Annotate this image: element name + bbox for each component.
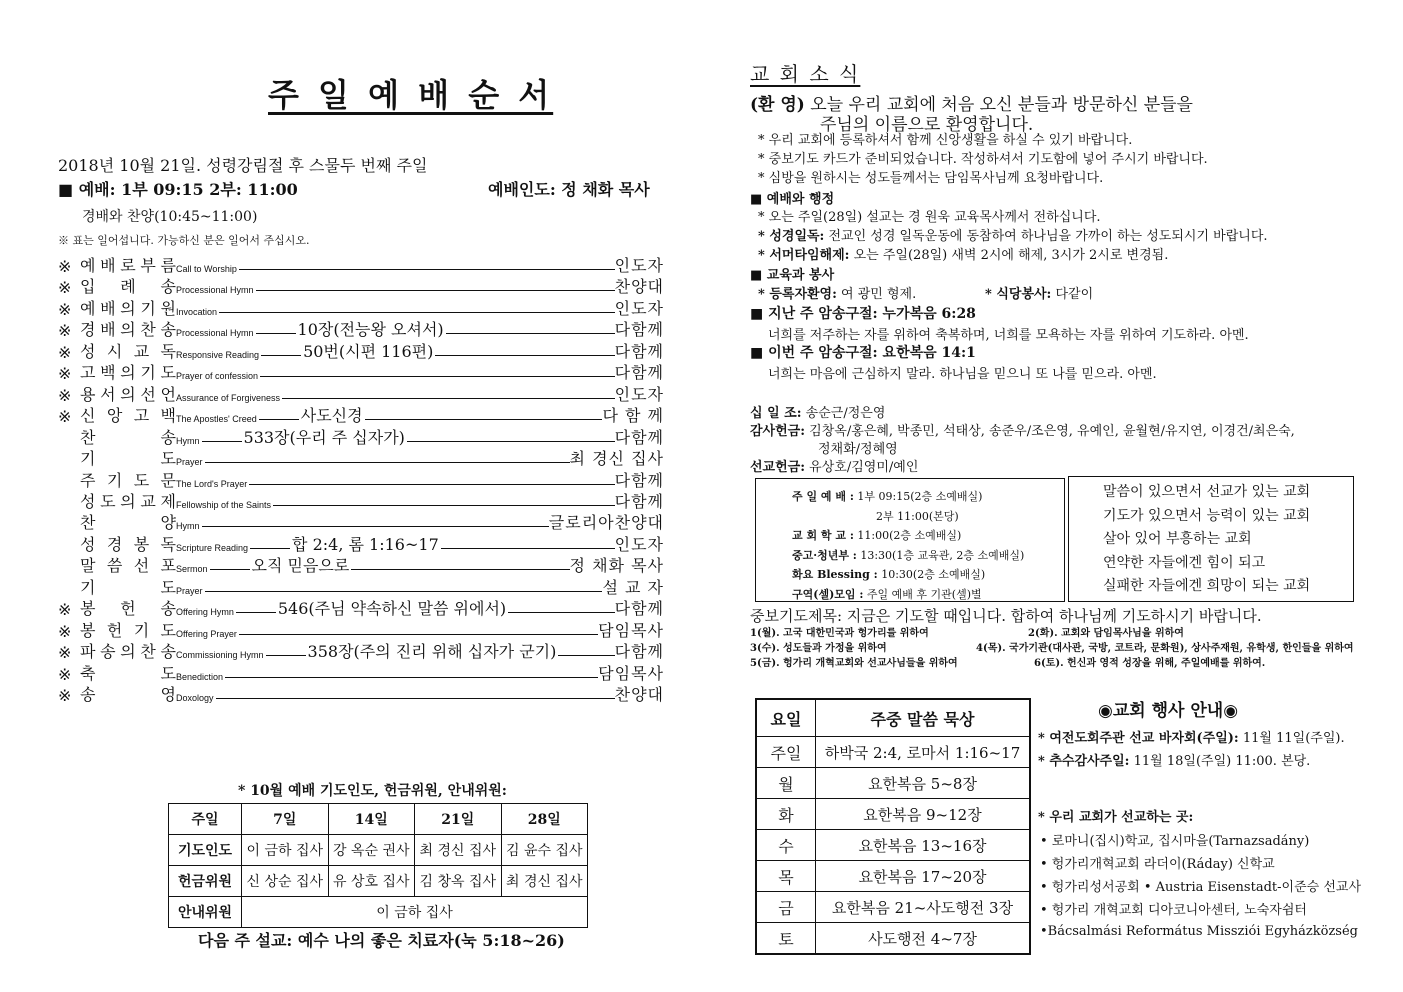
- duty-cell: 유 상호 집사: [328, 866, 415, 897]
- order-person: 인도자: [614, 256, 664, 275]
- order-row: [58, 255, 664, 276]
- order-english: Prayer: [176, 457, 203, 468]
- order-row: [58, 319, 664, 340]
- meditation-day: 주일: [756, 737, 816, 768]
- mission-offering: [750, 456, 918, 475]
- schedule-value: 11:00(2층 소예배실): [853, 529, 962, 542]
- duty-cell: 이 금하 집사: [242, 835, 329, 866]
- duty-cell: 김 윤수 집사: [501, 835, 588, 866]
- order-name: 예 배 의 기 원: [80, 298, 176, 318]
- mission-item: • 헝가리 개혁교회 디아코니아센터, 노숙자쉼터: [1040, 903, 1307, 918]
- usher-value: 이 금하 집사: [242, 897, 588, 928]
- order-english: Doxology: [176, 693, 214, 703]
- order-person: 찬양대: [614, 685, 664, 704]
- order-english: Responsive Reading: [176, 349, 260, 360]
- order-english: Prayer of confession: [176, 371, 259, 382]
- schedule-value: 1부 09:15(2층 소예배실): [853, 490, 983, 503]
- order-person: 다 함 께: [602, 406, 664, 426]
- duty-title: * 10월 예배 기도인도, 헌금위원, 안내위원:: [238, 783, 507, 799]
- events-title: ◉교회 행사 안내◉: [1098, 701, 1239, 721]
- order-english: Assurance of Forgiveness: [176, 392, 281, 403]
- meditation-day: 화: [756, 799, 816, 830]
- order-detail: 오직 믿음으로: [251, 556, 350, 576]
- order-name: 기 도: [80, 449, 176, 469]
- duty-row: [169, 835, 588, 866]
- order-detail: 사도신경: [300, 406, 363, 426]
- event-label: * 여전도회주관 선교 바자회(주일):: [1038, 731, 1239, 746]
- usher-label: 안내위원: [169, 897, 242, 928]
- motto-line: 실패한 자들에겐 희망이 되는 교회: [1103, 578, 1311, 594]
- meal-text: 다같이: [1051, 287, 1094, 302]
- duty-header-row: [169, 804, 588, 835]
- thanks-text: 김창옥/홍은혜, 박종민, 석태상, 송준우/조은영, 유예인, 윤월현/유지연, 이경건/최은숙,: [805, 424, 1295, 439]
- dst-text: 오는 주일(28일) 새벽 2시에 해제, 3시가 2시로 변경됨.: [849, 248, 1169, 263]
- order-detail: 10장(전능왕 오셔서): [297, 320, 444, 340]
- meditation-text: 요한복음 9~12장: [816, 799, 1031, 830]
- last-verse-text: 너희를 저주하는 자를 위하여 축복하며, 너희를 모욕하는 자를 위하여 기도하라. 아멘.: [768, 328, 1249, 343]
- mission-item: • 헝가리성서공회 • Austria Eisenstadt-이준승 선교사: [1040, 880, 1361, 895]
- welcome-text-2: 주님의 이름으로 환영합니다.: [820, 115, 1034, 135]
- mission-item: •Bácsalmási Református Missziói Egyházközség: [1040, 924, 1358, 939]
- prayer-item: 1(월). 고국 대한민국과 헝가리를 위하여: [750, 628, 929, 639]
- motto-line: 살아 있어 부흥하는 교회: [1103, 531, 1252, 547]
- last-verse: [750, 303, 976, 323]
- order-english: Invocation: [176, 306, 218, 317]
- meditation-row: [756, 830, 1030, 861]
- meditation-text: 요한복음 17~20장: [816, 861, 1031, 892]
- meditation-row: [756, 861, 1030, 892]
- meal-label: * 식당봉사:: [985, 287, 1052, 302]
- stand-note: ※ 표는 일어섭니다. 가능하신 분은 일어서 주십시오.: [58, 234, 310, 247]
- order-row: [58, 362, 664, 383]
- leader-line: [256, 290, 615, 291]
- order-person: 담임목사: [598, 663, 664, 683]
- this-verse-label: ■ 이번 주 암송구절:: [750, 345, 878, 361]
- leader-line: [205, 462, 570, 463]
- registration-label: * 등록자환영:: [758, 287, 837, 302]
- mission-item: • 로마니(집시)학교, 집시마을(Tarnazsadány): [1040, 834, 1310, 849]
- order-name: 말 씀 선 포: [80, 556, 176, 576]
- order-row: [58, 555, 664, 576]
- order-detail: 50번(시편 116편): [303, 341, 434, 361]
- education-heading: ■ 교육과 봉사: [750, 268, 835, 283]
- duty-label: 기도인도: [169, 835, 242, 866]
- duty-cell: 최 경신 집사: [415, 835, 502, 866]
- news-title: 교 회 소 식: [750, 62, 861, 86]
- duty-cell: 강 옥순 권사: [328, 835, 415, 866]
- order-english: Offering Hymn: [176, 607, 234, 618]
- prayer-item: 6(토). 헌신과 영적 성장을 위해, 주일예배를 위하여.: [1034, 658, 1266, 669]
- meditation-row: [756, 923, 1030, 955]
- meditation-header-cell: 요일: [756, 699, 816, 737]
- order-row: [58, 620, 664, 641]
- motto-line: 말씀이 있으면서 선교가 있는 교회: [1103, 484, 1311, 500]
- duty-row: [169, 897, 588, 928]
- motto-line: 기도가 있으면서 능력이 있는 교회: [1103, 507, 1311, 524]
- order-english: Processional Hymn: [176, 328, 254, 339]
- order-name: 파 송 의 찬 송: [80, 642, 176, 662]
- meditation-header-row: [756, 699, 1030, 737]
- event-label: * 추수감사주일:: [1038, 754, 1130, 769]
- motto-box: [1068, 476, 1354, 602]
- order-name: 입 례 송: [80, 277, 176, 297]
- stand-mark: ※: [58, 385, 72, 405]
- order-name: 찬 송: [80, 427, 176, 447]
- schedule-item: [792, 526, 1024, 546]
- order-english: Hymn: [176, 521, 200, 532]
- order-row: [58, 512, 664, 533]
- order-name: 성 경 봉 독: [80, 534, 176, 554]
- order-person: 다함께: [614, 599, 664, 619]
- order-row: [58, 577, 664, 598]
- order-row: [58, 384, 664, 405]
- thanks-text-2: 정채화/정혜영: [818, 442, 898, 457]
- meal-note: [985, 283, 1093, 302]
- meditation-text: 하박국 2:4, 로마서 1:16~17: [816, 737, 1031, 768]
- leader-line: [256, 333, 296, 334]
- duty-header-cell: 28일: [501, 804, 588, 835]
- leader-line: [259, 419, 299, 420]
- order-english: Benediction: [176, 671, 224, 682]
- schedule-label: 교 회 학 교 :: [792, 529, 854, 542]
- order-person: 다함께: [614, 341, 664, 361]
- duty-table: [168, 803, 588, 928]
- order-row: [58, 427, 664, 448]
- prayer-item: 4(목). 국가기관(대사관, 국방, 코트라, 문화원), 상사주재원, 유학생, 한인들을 위하여: [976, 643, 1354, 654]
- meditation-row: [756, 892, 1030, 923]
- leader-line: [446, 333, 615, 334]
- stand-mark: ※: [58, 643, 72, 663]
- order-name: 용 서 의 선 언: [80, 384, 176, 404]
- prayer-item: 5(금). 헝가리 개혁교회와 선교사님들을 위하여: [750, 658, 958, 669]
- meditation-day: 목: [756, 861, 816, 892]
- praise-time: 경배와 찬양(10:45~11:00): [82, 209, 258, 225]
- prayer-item: 2(화). 교회와 담임목사님을 위하여: [1028, 628, 1184, 639]
- duty-cell: 신 상순 집사: [242, 866, 329, 897]
- stand-mark: ※: [58, 257, 72, 276]
- next-sermon: 다음 주 설교: 예수 나의 좋은 치료자(눅 5:18~26): [198, 931, 565, 950]
- order-person: 다함께: [614, 470, 664, 490]
- order-row: [58, 491, 664, 512]
- welcome-text: 오늘 우리 교회에 처음 오신 분들과 방문하신 분들을: [810, 95, 1193, 115]
- order-row: [58, 534, 664, 555]
- leader-line: [239, 634, 598, 635]
- tithe-text: 송순근/정은영: [801, 406, 886, 421]
- service-date: 2018년 10월 21일. 성령강림절 후 스물두 번째 주일: [58, 156, 428, 175]
- tithe: [750, 402, 885, 421]
- order-english: Sermon: [176, 564, 208, 575]
- order-person: 다함께: [614, 320, 664, 340]
- order-name: 성 도 의 교 제: [80, 491, 176, 511]
- duty-header-cell: 주일: [169, 804, 242, 835]
- order-name: 경 배 의 찬 송: [80, 320, 176, 340]
- leader-line: [250, 548, 290, 549]
- order-person: 다함께: [614, 642, 664, 662]
- leader-line: [219, 312, 615, 313]
- stand-mark: ※: [58, 321, 72, 341]
- leader-line: [273, 505, 615, 506]
- order-name: 예 배 로 부 름: [80, 256, 176, 275]
- order-detail: 546(주님 약속하신 말씀 위에서): [277, 599, 507, 619]
- dst-note: [758, 244, 1168, 263]
- meditation-row: [756, 768, 1030, 799]
- schedule-value: 13:30(1층 교육관, 2층 소예배실): [856, 548, 1025, 562]
- leader-line: [216, 698, 615, 699]
- last-verse-ref: 누가복음 6:28: [877, 306, 976, 322]
- stand-mark: ※: [58, 621, 72, 641]
- leader-line: [261, 355, 301, 356]
- leader-line: [441, 548, 615, 549]
- leader-line: [282, 398, 615, 399]
- meditation-text: 요한복음 13~16장: [816, 830, 1031, 861]
- meditation-row: [756, 737, 1030, 768]
- note-item: * 중보기도 카드가 준비되었습니다. 작성하셔서 기도함에 넣어 주시기 바랍니다.: [758, 152, 1208, 167]
- schedule-value: 10:30(2층 소예배실): [877, 568, 986, 581]
- stand-mark: ※: [58, 407, 72, 427]
- order-name: 성 시 교 독: [80, 341, 176, 361]
- stand-mark: ※: [58, 342, 72, 362]
- order-row: [58, 470, 664, 491]
- order-english: Commissioning Hymn: [176, 650, 264, 661]
- order-person: 인도자: [614, 534, 664, 554]
- order-person: 인도자: [614, 384, 664, 404]
- schedule-label: 주 일 예 배 :: [792, 490, 854, 503]
- order-english: The Apostles' Creed: [176, 414, 257, 425]
- order-name: 봉 헌 송: [80, 599, 176, 619]
- schedule-label: 화요 Blessing :: [792, 568, 878, 581]
- order-person: 글로리아찬양대: [548, 513, 664, 533]
- event-text: 11월 11일(주일).: [1238, 731, 1345, 746]
- welcome-label: (환 영): [750, 95, 805, 115]
- meditation-table: [755, 698, 1031, 955]
- schedule-box: [755, 478, 1065, 602]
- event-text: 11월 18일(주일) 11:00. 본당.: [1129, 754, 1311, 769]
- order-english: Processional Hymn: [176, 285, 254, 296]
- leader-line: [236, 612, 276, 613]
- mission-text: 유상호/김영미/예인: [805, 460, 919, 475]
- order-person: 정 채화 목사: [569, 556, 664, 576]
- order-detail: 533장(우리 주 십자가): [243, 427, 405, 447]
- order-row: [58, 684, 664, 705]
- order-english: Hymn: [176, 435, 200, 446]
- order-name: 축 도: [80, 663, 176, 683]
- dst-label: * 서머타임해제:: [758, 248, 850, 263]
- prayer-row: [750, 641, 1370, 656]
- order-person: 인도자: [614, 298, 664, 318]
- schedule-item: [792, 585, 1024, 605]
- meditation-day: 월: [756, 768, 816, 799]
- schedule-label: 중고·청년부 :: [792, 548, 857, 562]
- duty-header-cell: 14일: [328, 804, 415, 835]
- order-detail: 합 2:4, 롬 1:16~17: [292, 534, 439, 554]
- order-person: 담임목사: [598, 620, 664, 640]
- leader-line: [558, 655, 614, 656]
- order-person: 다함께: [614, 491, 664, 511]
- duty-cell: 최 경신 집사: [501, 866, 588, 897]
- leader-line: [508, 612, 614, 613]
- leader-line: [225, 677, 598, 678]
- order-english: Call to Worship: [176, 264, 237, 274]
- order-name: 봉 헌 기 도: [80, 620, 176, 640]
- this-verse-ref: 요한복음 14:1: [877, 345, 976, 361]
- worship-admin-heading: ■ 예배와 행정: [750, 192, 835, 207]
- order-english: Offering Prayer: [176, 628, 237, 639]
- meditation-day: 토: [756, 923, 816, 955]
- leader-line: [249, 484, 614, 485]
- schedule-value: 2부 11:00(본당): [876, 509, 959, 523]
- tithe-label: 십 일 조:: [750, 406, 802, 421]
- leader-line: [205, 591, 603, 592]
- order-person: 최 경신 집사: [569, 449, 664, 469]
- mission-item: • 헝가리개혁교회 라더이(Ráday) 신학교: [1040, 857, 1275, 872]
- duty-cell: 김 창옥 집사: [415, 866, 502, 897]
- leader-line: [266, 655, 306, 656]
- worship-note: * 오는 주일(28일) 설교는 경 원욱 교육목사께서 전하십니다.: [758, 210, 1101, 225]
- stand-mark: ※: [58, 600, 72, 620]
- duty-label: 헌금위원: [169, 866, 242, 897]
- schedule-item: [792, 487, 1024, 507]
- order-person: 다함께: [614, 427, 664, 447]
- order-english: Prayer: [176, 585, 203, 596]
- thanks-label: 감사헌금:: [750, 424, 806, 439]
- order-english: The Lord's Prayer: [176, 478, 248, 489]
- leader-line: [435, 355, 614, 356]
- registration-note: [758, 283, 916, 302]
- stand-mark: ※: [58, 664, 72, 684]
- last-verse-label: ■ 지난 주 암송구절:: [750, 306, 878, 322]
- order-person: 다함께: [614, 363, 664, 383]
- leader-line: [407, 441, 615, 442]
- prayer-row: [750, 626, 1370, 641]
- meditation-header-cell: 주중 말씀 묵상: [816, 699, 1031, 737]
- order-name: 찬 양: [80, 513, 176, 533]
- leader-line: [239, 269, 615, 270]
- order-name: 신 앙 고 백: [80, 406, 176, 426]
- stand-mark: ※: [58, 299, 72, 319]
- order-name: 기 도: [80, 577, 176, 597]
- order-row: [58, 405, 664, 426]
- note-item: * 심방을 원하시는 성도들께서는 담임목사님께 요청바랍니다.: [758, 171, 1104, 186]
- order-person: 설 교 자: [602, 577, 664, 597]
- meditation-text: 요한복음 5~8장: [816, 768, 1031, 799]
- order-name: 주 기 도 문: [80, 470, 176, 490]
- order-detail: 358장(주의 진리 위해 십자가 군기): [307, 642, 557, 662]
- meditation-text: 요한복음 21~사도행전 3장: [816, 892, 1031, 923]
- duty-header-cell: 21일: [415, 804, 502, 835]
- leader-line: [351, 569, 569, 570]
- stand-mark: ※: [58, 686, 72, 705]
- motto-line: 연약한 자들에겐 힘이 되고: [1103, 554, 1266, 571]
- meditation-row: [756, 799, 1030, 830]
- event-item: [1038, 750, 1310, 769]
- schedule-item: [792, 507, 1024, 527]
- bible-reading-note: [758, 225, 1268, 244]
- prayer-title: 중보기도제목: 지금은 기도할 때입니다. 합하여 하나님께 기도하시기 바랍니다.: [750, 607, 1262, 625]
- service-times: ■ 예배: 1부 09:15 2부: 11:00: [58, 180, 298, 199]
- order-name: 고 백 의 기 도: [80, 363, 176, 383]
- meditation-day: 금: [756, 892, 816, 923]
- leader-line: [202, 441, 242, 442]
- order-row: [58, 641, 664, 662]
- duty-row: [169, 866, 588, 897]
- order-english: Fellowship of the Saints: [176, 499, 272, 510]
- order-row: [58, 448, 664, 469]
- mission-label: 선교헌금:: [750, 460, 806, 475]
- order-row: [58, 298, 664, 319]
- duty-header-cell: 7일: [242, 804, 329, 835]
- stand-mark: ※: [58, 364, 72, 384]
- prayer-item: 3(수). 성도들과 가정을 위하여: [750, 643, 887, 654]
- schedule-label: 구역(셀)모임 :: [792, 587, 864, 601]
- note-item: * 우리 교회에 등록하셔서 함께 신앙생활을 하실 수 있기 바랍니다.: [758, 133, 1133, 148]
- page-title: 주 일 예 배 순 서: [268, 76, 554, 114]
- schedule-value: 주일 예배 후 기관(셀)별: [863, 587, 982, 601]
- meditation-text: 사도행전 4~7장: [816, 923, 1031, 955]
- thanks-offering: [750, 420, 1295, 439]
- stand-mark: ※: [58, 278, 72, 298]
- leader-line: [202, 526, 549, 527]
- leader-line: [210, 569, 250, 570]
- order-row: [58, 276, 664, 297]
- order-name: 송 영: [80, 685, 176, 704]
- order-row: [58, 663, 664, 684]
- worship-leader: 예배인도: 정 채화 목사: [488, 180, 650, 199]
- event-item: [1038, 727, 1345, 746]
- prayer-row: [750, 656, 1370, 671]
- this-verse: [750, 342, 976, 362]
- leader-line: [365, 419, 603, 420]
- this-verse-text: 너희는 마음에 근심하지 말라. 하나님을 믿으니 또 나를 믿으라. 아멘.: [768, 367, 1157, 382]
- meditation-day: 수: [756, 830, 816, 861]
- bible-reading-text: 전교인 성경 일독운동에 동참하여 하나님을 가까이 하는 성도되시기 바랍니다.: [824, 229, 1268, 244]
- registration-text: 여 광민 형제.: [836, 287, 917, 302]
- schedule-item: [792, 565, 1024, 585]
- schedule-item: [792, 546, 1024, 566]
- prayer-list: [750, 626, 1370, 671]
- order-row: [58, 341, 664, 362]
- bible-reading-label: * 성경일독:: [758, 229, 825, 244]
- leader-line: [260, 376, 615, 377]
- order-person: 찬양대: [614, 277, 664, 297]
- order-english: Scripture Reading: [176, 542, 249, 553]
- missions-label: * 우리 교회가 선교하는 곳:: [1038, 810, 1194, 825]
- order-row: [58, 598, 664, 619]
